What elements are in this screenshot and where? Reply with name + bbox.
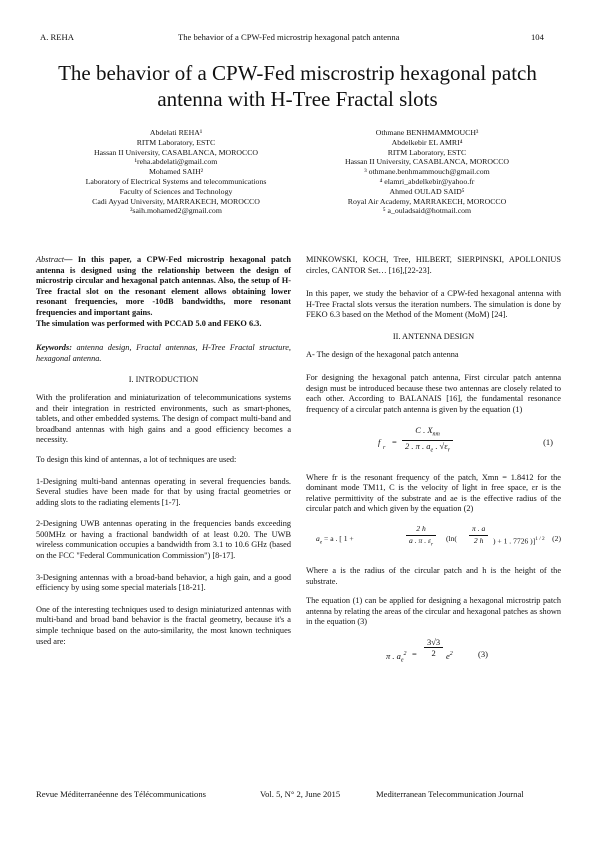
eq1-numerator: C . X [415,424,433,435]
eq2-fraction-1 [406,524,436,550]
paragraph: 3-Designing antennas with a broad-band behavior, a high gain, and a good efficiency by using some special materials [18-21]. [36,572,291,593]
eq3-fraction [424,637,443,659]
author-line: Othmane BENHMAMMOUCH³ [375,128,479,137]
eq3-rhs: e [446,650,450,661]
author-line: RITM Laboratory, ESTC [136,137,216,147]
eq3-lhs-sup: 2 [403,650,407,657]
eq1-denominator: 2 . π . a [405,440,431,451]
eq1-den-sub: e [430,447,434,454]
paragraph: MINKOWSKI, KOCH, Tree, HILBERT, SIERPINSKI, APOLLONIUS circles, CANTOR Set… [16],[22-23]. [306,255,561,275]
keywords-label: Keywords: [36,343,72,353]
eq1-lhs-sub: r [383,444,386,451]
paragraph: For designing the hexagonal patch antenna, First circular patch antenna design must be introduced because these two antennas are closely related to each other. According to BALANAIS [16], the fundamental resonance frequency of a circular patch antenna is given by the equation (1) [306,373,561,414]
section-heading-introduction: I. INTRODUCTION [128,375,199,385]
eq2-f1-num: 2 h [406,524,436,536]
eq3-den: 2 [431,648,436,659]
eq2-f2-den: 2 h [473,535,484,545]
keywords [36,343,291,364]
eq3-rhs-sup: 2 [449,650,453,657]
eq2-fraction-2 [469,524,488,546]
author-line: Royal Air Academy, MARRAKECH, MOROCCO [347,196,507,206]
footer-journal-en: Mediterranean Telecommunication Journal [376,789,524,799]
keywords-text: antenna design, Fractal antennas, H-Tree Fractal structure, hexagonal antenna. [36,343,292,363]
paper-title: The behavior of a CPW-Fed miscrostrip hexagonal patch antenna with H-Tree Fractal slots [58,61,537,111]
paragraph: 2-Designing UWB antennas operating in the frequencies bands exceeding 500MHz or having a fractional bandwidth of at least 0.20. The UWB wireless communication occupies a bandwidth from 3.1 to 10.6 GHz (based on the FCC "Federal Communication Commission") [8-17]. [36,519,291,561]
eq2-f1-den: a . π . ε [409,535,431,545]
equation-1: f r = C . $X_{nm}$ 2 . π . $a_e$ . $√\varepsilon_r$ (1) [378,425,488,465]
eq1-sqrt: . √ε [433,440,448,451]
author-line: Hassan II University, CASABLANCA, MOROCCO [93,147,259,157]
author-line: ²saih.mohamed2@gmail.com [130,206,222,216]
author-line: Mohamed SAIH² [148,167,204,177]
author-line: Cadi Ayyad University, MARRAKECH, MOROCCO [92,196,260,206]
paragraph: One of the interesting techniques used to design miniaturized antennas with multi-band and broad band behavior is the fractal geometry, because it's a simple technique based on the auto-similarity, the most known techniques used are: [36,604,291,646]
authors-left [51,128,301,216]
running-header-author: A. REHA [40,32,74,42]
author-line: RITM Laboratory, ESTC [387,147,467,157]
section-heading-antenna-design: II. ANTENNA DESIGN [392,331,475,341]
eq1-num-sub: nm [432,431,440,438]
author-line: ⁴ elamri_abdelkebir@yahoo.fr [379,176,475,186]
author-line: Laboratory of Electrical Systems and telecommunications [85,176,267,186]
abstract-dash: — [64,255,78,264]
author-line: Hassan II University, CASABLANCA, MOROCCO [344,157,510,167]
running-header-title: The behavior of a CPW-Fed microstrip hexagonal patch antenna [178,32,400,42]
paragraph: 1-Designing multi-band antennas operating in several frequencies bands. Several studies have been made for that by using fractal geometries or adding slots to the radiating elements [1-7]. [36,476,291,507]
right-column [306,255,561,681]
author-line: ⁵ a_ouladsaid@hotmail.com [382,206,472,216]
author-line: ¹reha.abdelati@gmail.com [134,157,218,167]
eq2-f1-den-sub: r [430,541,434,548]
equation-3 [306,637,561,673]
eq2-lhs: a [316,533,320,543]
author-line: Abdelkebir EL AMRI⁴ [391,137,463,147]
paragraph: Where a is the radius of the circular patch and h is the height of the substrate. [306,565,561,586]
eq2-lhs-sub: e [319,539,323,546]
eq2-power: 1 / 2 [535,535,545,542]
abstract-simulation: The simulation was performed with PCCAD 5.0 and FEKO 6.3. [36,318,262,328]
subsection-heading: A- The design of the hexagonal patch antenna [306,349,459,359]
equation-2 [306,524,561,558]
eq3-eq: = [412,648,417,659]
paragraph: Where fr is the resonant frequency of the patch, Xmn = 1.8412 for the dominant mode TM11, C is the velocity of light in free space, εr is the relative permittivity of the substrate and ae is the effective radius of the circular patch and which given by the equation (2) [306,472,561,514]
eq1-lhs: f [378,436,381,447]
paragraph: With the proliferation and miniaturization of telecommunications systems and their integration in restricted environments, such as smart-phones, tablets, and other embedded systems. The design of compact multi-band and broadband antennas with high gains and a good efficiency becomes a necessity. [36,392,291,445]
eq3-num: 3√3 [424,637,443,649]
eq2-mid: (ln( [446,533,457,543]
eq1-den-sub2: r [447,447,451,454]
page-number: 104 [531,32,544,42]
abstract-label: Abstract [36,255,65,264]
authors-right [302,128,552,216]
eq2-tail: ) + 1 . 7726 )] [493,536,536,546]
footer-volume: Vol. 5, N° 2, June 2015 [260,789,341,799]
abstract-text: In this paper, a CPW-Fed microstrip hexagonal patch antenna is designed using the relationship between the design of microstrip circular and hexagonal patch antennas. Also, the setup of H-Tree fractal slot on the resonant element allows obtaining lower resonant frequencies, more -10dB bandwidths, more resonant frequencies and important gains. [36,255,291,317]
author-line: Ahmed OULAD SAID⁵ [389,186,465,196]
left-column [36,255,291,656]
author-line: ³ othmane.benhmammouch@gmail.com [364,167,490,177]
eq1-label: (1) [543,436,553,447]
author-line: Faculty of Sciences and Technology [119,186,233,196]
author-line: Abdelati REHA¹ [149,128,203,137]
paragraph: To design this kind of antennas, a lot of techniques are used: [36,454,237,464]
abstract [36,255,291,329]
eq2-label: (2) [552,533,561,543]
eq3-lhs: π . a [386,650,401,661]
eq2-eq: = a . [ 1 + [322,533,354,543]
paragraph: The equation (1) can be applied for designing a hexagonal microstrip patch antenna by relating the areas of the circular and hexagonal patches as shown in the equation (3) [306,596,561,627]
footer-journal-fr: Revue Méditerranéenne des Télécommunications [36,789,206,799]
eq1-fraction [402,425,453,457]
eq3-label: (3) [478,648,488,659]
paragraph: In this paper, we study the behavior of a CPW-fed hexagonal antenna with H-Tree Fractal slots versus the iteration numbers. The simulation is done by FEKO 6.3 based on the Method of the Moment (MoM) [24]. [306,289,561,320]
eq3-lhs-sub: e [400,657,404,664]
eq2-f2-num: π . a [469,524,488,536]
